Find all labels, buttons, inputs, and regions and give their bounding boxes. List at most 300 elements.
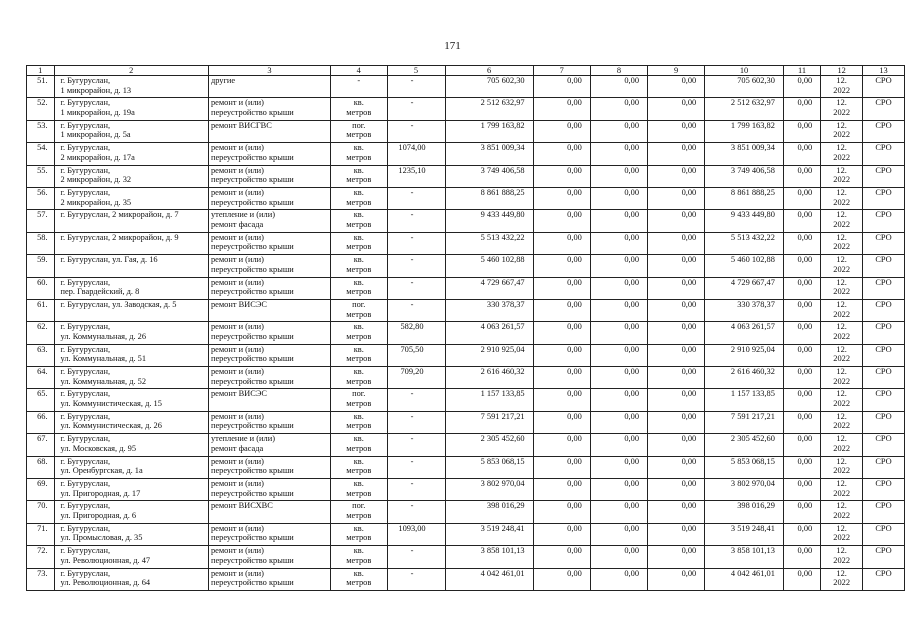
column-number: 13	[863, 66, 905, 76]
address-cell-line: ул. Оренбургская, д. 1а	[60, 466, 143, 476]
method-cell: СРО	[863, 344, 905, 366]
work-type-cell-line: ремонт фасада	[210, 219, 264, 229]
unit-cell-line: метров	[346, 197, 372, 207]
period-cell	[821, 456, 863, 478]
amount-col8-cell: 0,00	[590, 210, 647, 232]
amount-col10-cell: 1 799 163,82	[705, 120, 784, 142]
method-cell: СРО	[863, 456, 905, 478]
total-cost-cell: 9 433 449,80	[445, 210, 533, 232]
unit-cell-line: кв.	[353, 546, 364, 556]
method-cell: СРО	[863, 187, 905, 209]
unit-cell	[331, 322, 388, 344]
method-cell: СРО	[863, 523, 905, 545]
address-cell-line: г. Бугуруслан, 2 микрорайон, д. 7	[60, 210, 179, 220]
amount-col10-cell: 2 910 925,04	[705, 344, 784, 366]
amount-col7-cell: 0,00	[533, 568, 590, 590]
address-cell-line: ул. Коммунальная, д. 51	[60, 354, 147, 364]
work-type-cell-line: ремонт и (или)	[210, 143, 264, 153]
work-type-cell	[208, 232, 330, 254]
amount-col10-cell: 3 858 101,13	[705, 546, 784, 568]
address-cell-line: ул. Коммунистическая, д. 26	[60, 421, 162, 431]
amount-col8-cell: 0,00	[590, 255, 647, 277]
amount-col10-cell: 7 591 217,21	[705, 411, 784, 433]
address-cell	[54, 255, 208, 277]
address-cell	[54, 210, 208, 232]
row-number: 60.	[27, 277, 55, 299]
total-cost-cell: 5 460 102,88	[445, 255, 533, 277]
period-cell-line: 12.	[836, 322, 847, 332]
row-number: 59.	[27, 255, 55, 277]
period-cell	[821, 322, 863, 344]
amount-col8-cell: 0,00	[590, 232, 647, 254]
address-cell	[54, 76, 208, 98]
work-type-cell-line: переустройство крыши	[210, 107, 294, 117]
amount-col7-cell: 0,00	[533, 434, 590, 456]
amount-col8-cell: 0,00	[590, 98, 647, 120]
work-type-cell-line: переустройство крыши	[210, 354, 294, 364]
address-cell-line: г. Бугуруслан,	[60, 120, 111, 130]
unit-cell	[331, 568, 388, 590]
row-number: 71.	[27, 523, 55, 545]
unit-cell	[331, 232, 388, 254]
period-cell-line: 12.	[836, 277, 847, 287]
row-number: 67.	[27, 434, 55, 456]
address-cell-line: г. Бугуруслан, ул. Заводская, д. 5	[60, 299, 177, 309]
unit-cell	[331, 501, 388, 523]
work-type-cell-line: ремонт и (или)	[210, 411, 264, 421]
work-type-cell-line: переустройство крыши	[210, 488, 294, 498]
unit-cell-line: метров	[346, 107, 372, 117]
amount-col11-cell: 0,00	[783, 277, 820, 299]
area-cell: -	[387, 546, 445, 568]
amount-col10-cell: 8 861 888,25	[705, 187, 784, 209]
unit-cell-line: кв.	[353, 143, 364, 153]
address-cell-line: г. Бугуруслан,	[60, 501, 111, 511]
work-type-cell-line: переустройство крыши	[210, 555, 294, 565]
unit-cell-line: метров	[346, 376, 372, 386]
amount-col9-cell: 0,00	[648, 255, 705, 277]
area-cell: 705,50	[387, 344, 445, 366]
unit-cell-line: кв.	[353, 322, 364, 332]
amount-col11-cell: 0,00	[783, 98, 820, 120]
total-cost-cell: 3 858 101,13	[445, 546, 533, 568]
work-type-cell-line: ремонт и (или)	[210, 523, 264, 533]
work-type-cell-line: утепление и (или)	[210, 434, 275, 444]
amount-col8-cell: 0,00	[590, 76, 647, 98]
address-cell-line: 1 микрорайон, д. 5а	[60, 130, 131, 140]
work-type-cell-line: переустройство крыши	[210, 466, 294, 476]
work-type-cell-line: переустройство крыши	[210, 197, 294, 207]
work-type-cell-line: ремонт и (или)	[210, 232, 264, 242]
amount-col7-cell: 0,00	[533, 367, 590, 389]
address-cell-line: г. Бугуруслан,	[60, 523, 111, 533]
unit-cell	[331, 277, 388, 299]
period-cell-line: 2022	[833, 421, 850, 431]
table-row	[27, 546, 905, 568]
amount-col10-cell: 4 063 261,57	[705, 322, 784, 344]
unit-cell	[331, 479, 388, 501]
work-type-cell-line: переустройство крыши	[210, 152, 294, 162]
amount-col10-cell: 2 512 632,97	[705, 98, 784, 120]
address-cell	[54, 165, 208, 187]
unit-cell	[331, 76, 388, 98]
unit-cell-line: метров	[346, 533, 372, 543]
work-type-cell-line: ремонт и (или)	[210, 479, 264, 489]
work-type-cell-line: ремонт и (или)	[210, 568, 264, 578]
period-cell	[821, 479, 863, 501]
unit-cell	[331, 546, 388, 568]
amount-col8-cell: 0,00	[590, 546, 647, 568]
amount-col10-cell: 398 016,29	[705, 501, 784, 523]
column-number: 2	[54, 66, 208, 76]
area-cell: -	[387, 434, 445, 456]
unit-cell-line: метров	[346, 399, 372, 409]
amount-col9-cell: 0,00	[648, 277, 705, 299]
table-row	[27, 277, 905, 299]
area-cell: -	[387, 187, 445, 209]
unit-cell-line: метров	[346, 175, 372, 185]
unit-cell-line: кв.	[353, 255, 364, 265]
period-cell-line: 12.	[836, 210, 847, 220]
amount-col11-cell: 0,00	[783, 299, 820, 321]
address-cell-line: г. Бугуруслан,	[60, 344, 111, 354]
unit-cell-line: метров	[346, 466, 372, 476]
address-cell-line: г. Бугуруслан,	[60, 76, 111, 85]
address-cell	[54, 411, 208, 433]
amount-col11-cell: 0,00	[783, 568, 820, 590]
unit-cell-line: метров	[346, 130, 372, 140]
method-cell: СРО	[863, 143, 905, 165]
method-cell: СРО	[863, 434, 905, 456]
work-type-cell-line: ремонт и (или)	[210, 277, 264, 287]
address-cell	[54, 501, 208, 523]
period-cell-line: 12.	[836, 568, 847, 578]
unit-cell	[331, 210, 388, 232]
work-type-cell-line: ремонт и (или)	[210, 165, 264, 175]
amount-col9-cell: 0,00	[648, 344, 705, 366]
work-type-cell	[208, 277, 330, 299]
address-cell	[54, 98, 208, 120]
table-row	[27, 165, 905, 187]
amount-col9-cell: 0,00	[648, 546, 705, 568]
amount-col10-cell: 5 460 102,88	[705, 255, 784, 277]
work-type-cell-line: ремонт и (или)	[210, 546, 264, 556]
area-cell: -	[387, 568, 445, 590]
work-type-cell-line: переустройство крыши	[210, 533, 294, 543]
period-cell-line: 2022	[833, 376, 850, 386]
work-type-cell-line: утепление и (или)	[210, 210, 275, 220]
column-number: 11	[783, 66, 820, 76]
amount-col7-cell: 0,00	[533, 232, 590, 254]
column-number: 5	[387, 66, 445, 76]
address-cell-line: ул. Революционная, д. 47	[60, 555, 151, 565]
amount-col8-cell: 0,00	[590, 344, 647, 366]
address-cell	[54, 232, 208, 254]
amount-col7-cell: 0,00	[533, 299, 590, 321]
address-cell-line: 2 микрорайон, д. 32	[60, 175, 132, 185]
row-number: 62.	[27, 322, 55, 344]
work-type-cell-line: ремонт ВИСЭС	[210, 299, 267, 309]
method-cell: СРО	[863, 98, 905, 120]
row-number: 66.	[27, 411, 55, 433]
unit-cell	[331, 389, 388, 411]
work-type-cell-line: переустройство крыши	[210, 578, 294, 588]
work-type-cell	[208, 546, 330, 568]
column-number: 9	[648, 66, 705, 76]
amount-col11-cell: 0,00	[783, 210, 820, 232]
unit-cell-line: метров	[346, 264, 372, 274]
table-row	[27, 210, 905, 232]
period-cell-line: 2022	[833, 399, 850, 409]
address-cell-line: г. Бугуруслан,	[60, 277, 111, 287]
work-type-cell-line: переустройство крыши	[210, 264, 294, 274]
address-cell-line: г. Бугуруслан,	[60, 143, 111, 153]
amount-col10-cell: 4 042 461,01	[705, 568, 784, 590]
area-cell: 1074,00	[387, 143, 445, 165]
area-cell: 1093,00	[387, 523, 445, 545]
period-cell	[821, 568, 863, 590]
period-cell-line: 2022	[833, 130, 850, 140]
amount-col7-cell: 0,00	[533, 501, 590, 523]
method-cell: СРО	[863, 299, 905, 321]
row-number: 64.	[27, 367, 55, 389]
address-cell-line: г. Бугуруслан,	[60, 98, 111, 108]
period-cell	[821, 76, 863, 98]
address-cell	[54, 277, 208, 299]
amount-col9-cell: 0,00	[648, 322, 705, 344]
address-cell	[54, 187, 208, 209]
unit-cell-line: кв.	[353, 568, 364, 578]
total-cost-cell: 3 851 009,34	[445, 143, 533, 165]
unit-cell-line: метров	[346, 555, 372, 565]
work-type-cell-line: переустройство крыши	[210, 175, 294, 185]
work-type-cell	[208, 501, 330, 523]
work-type-cell-line: переустройство крыши	[210, 331, 294, 341]
table-row	[27, 120, 905, 142]
table-row	[27, 568, 905, 590]
area-cell: 709,20	[387, 367, 445, 389]
unit-cell	[331, 165, 388, 187]
amount-col7-cell: 0,00	[533, 523, 590, 545]
row-number: 61.	[27, 299, 55, 321]
unit-cell-line: метров	[346, 443, 372, 453]
method-cell: СРО	[863, 568, 905, 590]
area-cell: -	[387, 210, 445, 232]
column-number: 12	[821, 66, 863, 76]
period-cell-line: 12.	[836, 546, 847, 556]
address-cell-line: ул. Революционная, д. 64	[60, 578, 151, 588]
total-cost-cell: 1 157 133,85	[445, 389, 533, 411]
column-number: 6	[445, 66, 533, 76]
total-cost-cell: 398 016,29	[445, 501, 533, 523]
period-cell-line: 2022	[833, 309, 850, 319]
table-row	[27, 501, 905, 523]
amount-col8-cell: 0,00	[590, 456, 647, 478]
amount-col8-cell: 0,00	[590, 479, 647, 501]
work-type-cell	[208, 434, 330, 456]
unit-cell-line: кв.	[353, 411, 364, 421]
amount-col9-cell: 0,00	[648, 479, 705, 501]
period-cell-line: 2022	[833, 555, 850, 565]
unit-cell	[331, 187, 388, 209]
amount-col9-cell: 0,00	[648, 434, 705, 456]
work-type-cell-line: ремонт и (или)	[210, 187, 264, 197]
amount-col7-cell: 0,00	[533, 411, 590, 433]
work-type-cell	[208, 523, 330, 545]
unit-cell-line: кв.	[353, 187, 364, 197]
unit-cell-line: метров	[346, 421, 372, 431]
period-cell	[821, 165, 863, 187]
unit-cell-line: кв.	[353, 523, 364, 533]
row-number: 63.	[27, 344, 55, 366]
amount-col9-cell: 0,00	[648, 389, 705, 411]
period-cell-line: 12.	[836, 299, 847, 309]
area-cell: -	[387, 255, 445, 277]
work-type-cell	[208, 120, 330, 142]
work-type-cell	[208, 344, 330, 366]
amount-col8-cell: 0,00	[590, 501, 647, 523]
amount-col10-cell: 705 602,30	[705, 76, 784, 98]
unit-cell-line: кв.	[353, 98, 364, 108]
total-cost-cell: 4 063 261,57	[445, 322, 533, 344]
amount-col11-cell: 0,00	[783, 523, 820, 545]
address-cell-line: ул. Московская, д. 95	[60, 443, 137, 453]
work-type-cell-line: ремонт и (или)	[210, 322, 264, 332]
unit-cell	[331, 120, 388, 142]
table-row	[27, 479, 905, 501]
unit-cell-line: метров	[346, 578, 372, 588]
amount-col11-cell: 0,00	[783, 344, 820, 366]
period-cell-line: 12.	[836, 501, 847, 511]
amount-col10-cell: 330 378,37	[705, 299, 784, 321]
period-cell-line: 2022	[833, 242, 850, 252]
amount-col8-cell: 0,00	[590, 367, 647, 389]
amount-col7-cell: 0,00	[533, 546, 590, 568]
period-cell-line: 12.	[836, 411, 847, 421]
method-cell: СРО	[863, 277, 905, 299]
period-cell	[821, 501, 863, 523]
address-cell-line: г. Бугуруслан,	[60, 411, 111, 421]
amount-col9-cell: 0,00	[648, 76, 705, 98]
address-cell-line: г. Бугуруслан,	[60, 546, 111, 556]
table-row	[27, 187, 905, 209]
address-cell	[54, 546, 208, 568]
row-number: 65.	[27, 389, 55, 411]
unit-cell	[331, 98, 388, 120]
area-cell: -	[387, 299, 445, 321]
work-type-cell-line: ремонт ВИСЭС	[210, 389, 267, 399]
unit-cell	[331, 344, 388, 366]
area-cell: -	[387, 76, 445, 98]
address-cell-line: г. Бугуруслан,	[60, 187, 111, 197]
unit-cell-line: метров	[346, 287, 372, 297]
period-cell-line: 12.	[836, 120, 847, 130]
work-type-cell	[208, 255, 330, 277]
period-cell	[821, 523, 863, 545]
amount-col10-cell: 2 305 452,60	[705, 434, 784, 456]
period-cell	[821, 255, 863, 277]
work-type-cell	[208, 367, 330, 389]
amount-col10-cell: 3 802 970,04	[705, 479, 784, 501]
unit-cell	[331, 411, 388, 433]
unit-cell-line: кв.	[353, 232, 364, 242]
amount-col9-cell: 0,00	[648, 299, 705, 321]
column-number: 3	[208, 66, 330, 76]
work-type-cell-line: ремонт фасада	[210, 443, 264, 453]
total-cost-cell: 4 042 461,01	[445, 568, 533, 590]
work-type-cell-line: ремонт ВИСГВС	[210, 120, 272, 130]
amount-col7-cell: 0,00	[533, 76, 590, 98]
total-cost-cell: 3 749 406,58	[445, 165, 533, 187]
unit-cell-line: кв.	[353, 479, 364, 489]
amount-col7-cell: 0,00	[533, 210, 590, 232]
amount-col7-cell: 0,00	[533, 277, 590, 299]
work-type-cell	[208, 411, 330, 433]
amount-col9-cell: 0,00	[648, 232, 705, 254]
method-cell: СРО	[863, 210, 905, 232]
amount-col8-cell: 0,00	[590, 120, 647, 142]
period-cell-line: 12.	[836, 232, 847, 242]
unit-cell-line: метров	[346, 152, 372, 162]
amount-col8-cell: 0,00	[590, 411, 647, 433]
unit-cell-line: кв.	[353, 277, 364, 287]
unit-cell	[331, 456, 388, 478]
period-cell-line: 2022	[833, 107, 850, 117]
row-number: 72.	[27, 546, 55, 568]
amount-col7-cell: 0,00	[533, 479, 590, 501]
row-number: 54.	[27, 143, 55, 165]
area-cell: -	[387, 501, 445, 523]
amount-col8-cell: 0,00	[590, 277, 647, 299]
row-number: 55.	[27, 165, 55, 187]
period-cell-line: 12.	[836, 479, 847, 489]
unit-cell-line: метров	[346, 331, 372, 341]
row-number: 51.	[27, 76, 55, 98]
amount-col11-cell: 0,00	[783, 187, 820, 209]
address-cell	[54, 120, 208, 142]
column-number: 10	[705, 66, 784, 76]
row-number: 53.	[27, 120, 55, 142]
table-row	[27, 344, 905, 366]
amount-col11-cell: 0,00	[783, 546, 820, 568]
total-cost-cell: 2 512 632,97	[445, 98, 533, 120]
work-type-cell-line: переустройство крыши	[210, 287, 294, 297]
amount-col11-cell: 0,00	[783, 456, 820, 478]
address-cell-line: г. Бугуруслан, 2 микрорайон, д. 9	[60, 232, 179, 242]
unit-cell-line: кв.	[353, 344, 364, 354]
period-cell-line: 12.	[836, 76, 847, 85]
row-number: 70.	[27, 501, 55, 523]
amount-col8-cell: 0,00	[590, 568, 647, 590]
work-type-cell	[208, 568, 330, 590]
address-cell-line: г. Бугуруслан,	[60, 322, 111, 332]
amount-col7-cell: 0,00	[533, 344, 590, 366]
row-number: 58.	[27, 232, 55, 254]
table-row	[27, 367, 905, 389]
amount-col9-cell: 0,00	[648, 98, 705, 120]
table-row	[27, 232, 905, 254]
area-cell: -	[387, 479, 445, 501]
column-number: 7	[533, 66, 590, 76]
period-cell	[821, 120, 863, 142]
address-cell	[54, 389, 208, 411]
method-cell: СРО	[863, 479, 905, 501]
address-cell	[54, 456, 208, 478]
period-cell-line: 2022	[833, 85, 850, 95]
row-number: 56.	[27, 187, 55, 209]
area-cell: -	[387, 120, 445, 142]
address-cell-line: ул. Коммунальная, д. 26	[60, 331, 147, 341]
